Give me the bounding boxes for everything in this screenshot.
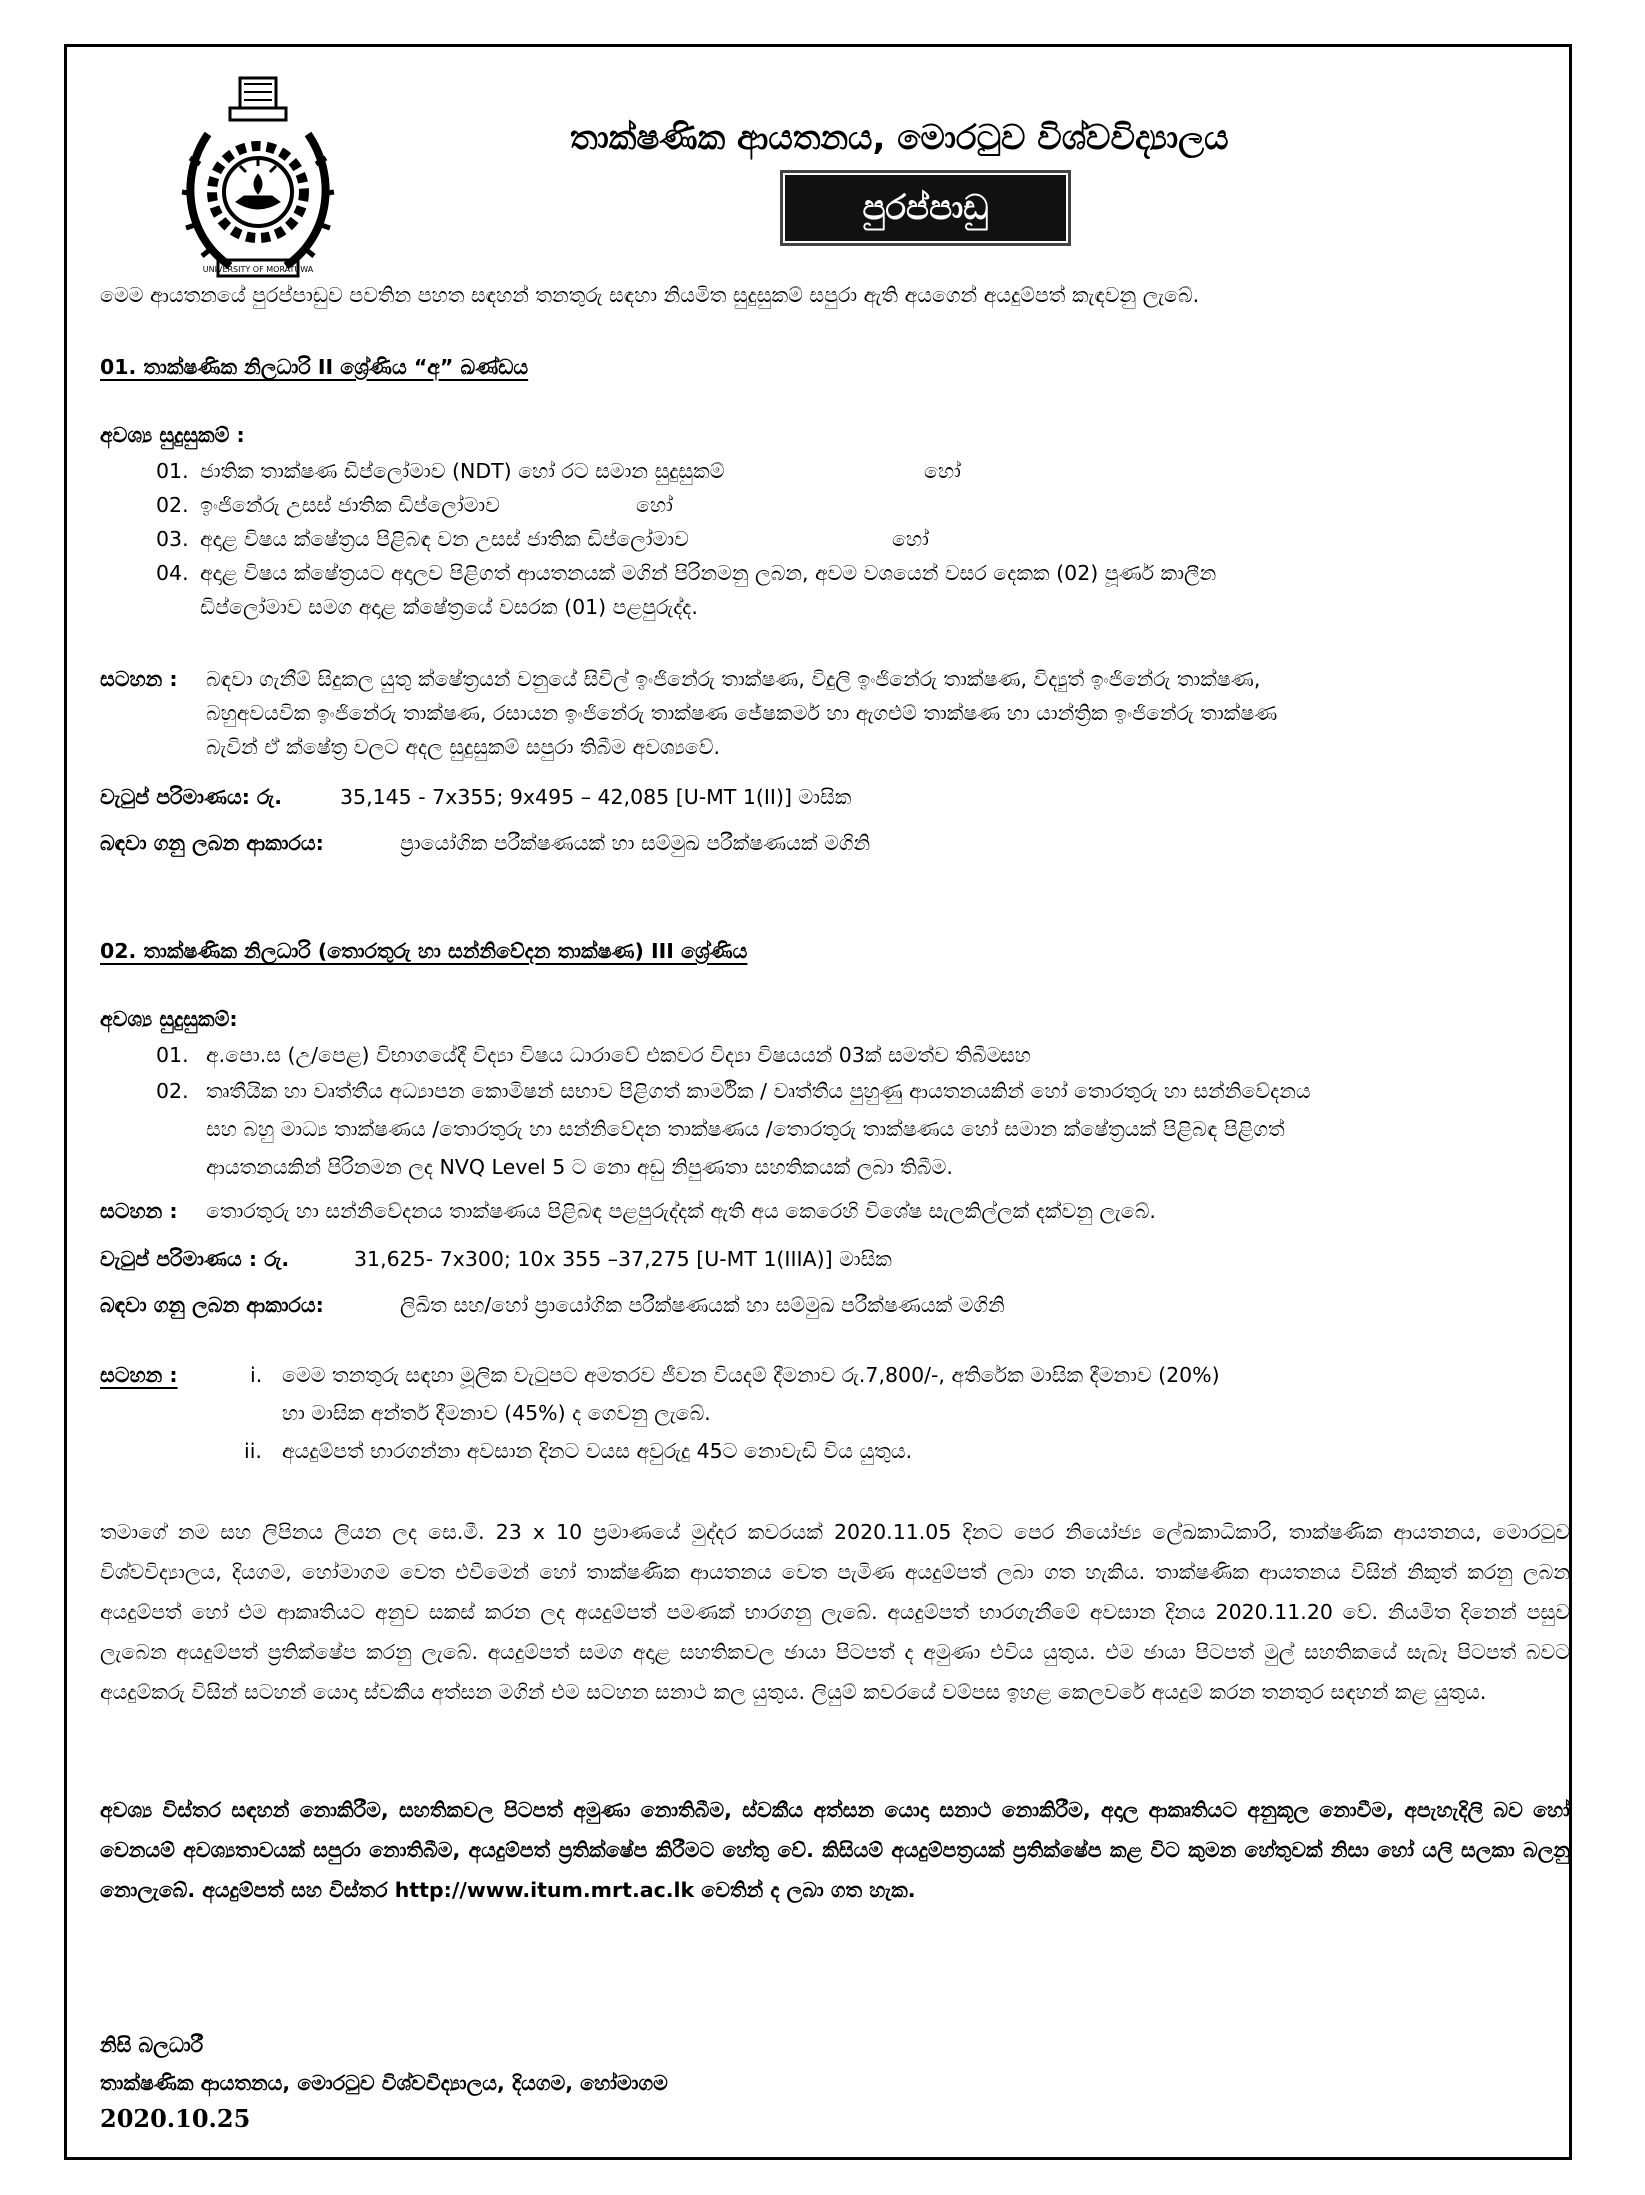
signature-address: තාක්ෂණික ආයතනය, මොරටුව විශ්වවිද්‍යාලය, දියගම, හෝමාගම — [100, 2071, 668, 2095]
section2-item-text: අ.පො.ස (උ/පෙළ) විභාගයේදී විද්‍යා විෂය ධාරාවේ එකවර විද්‍යා විෂයයන් 03ක් සමත්ව තිබීම. — [206, 1043, 1008, 1067]
general-note-label: සටහන : — [100, 1363, 178, 1387]
section1-item-text: අදාළ විෂය ක්ෂේත්‍රයට අදාලව පිළිගත් ආයතනයක් මගින් පිරිනමනු ලබන, අවම වශයෙන් වසර දෙකක (02) පූර්ණ කාලීන — [200, 561, 1217, 585]
section1-item-num: 04. — [156, 561, 189, 585]
university-logo — [178, 74, 338, 284]
general-note-i-line: මෙම තනතුරු සඳහා මූලික වැටුපට අමතරව ජීවන වියදම් දීමනාව රු.7,800/-, අතිරේක මාසික දීමනාව (20%) — [282, 1363, 1220, 1387]
section1-note-line: බහුඅවයවික ඉංජිනේරු තාක්ෂණ, රසායන ඉංජිනේරු තාක්ෂණ ජේෂකර්ම හා ඇගළුම් තාක්ෂණ හා යාන්ත්‍රික ඉංජිනේරු තාක්ෂණ — [206, 701, 1278, 725]
logo-caption: UNIVERSITY OF MORATUWA — [202, 265, 314, 274]
section1-recruit-label: බඳවා ගනු ලබන ආකාරය: — [100, 831, 324, 855]
general-note-ii-line: අයදුම්පත් භාරගන්නා අවසාන දිනට වයස අවුරුදු 45ට නොවැඩි විය යුතුය. — [282, 1439, 913, 1463]
section1-item-num: 02. — [156, 493, 189, 517]
section1-heading: 01. තාක්ෂණික නිලධාරි II ශ්‍රේණිය “අ” ඛණ්ඩය — [100, 355, 529, 379]
section2-item-line: සහ බහු මාධ්‍ය තාක්ෂණය /තොරතුරු හා සන්නිවේදන තාක්ෂණය /තොරතුරු තාක්ෂණය හෝ සමාන ක්ෂේත්‍රයක් පිළිබඳ පිළිගත් — [206, 1117, 1285, 1141]
section2-recruit: ලිඛිත සහ/හෝ ප්‍රායෝගික පරීක්ෂණයක් හා සම්මුඛ පරීක්ෂණයක් මගිනි — [400, 1293, 1005, 1317]
general-note-i-num: i. — [250, 1363, 263, 1387]
section2-note-label: සටහන : — [100, 1199, 178, 1223]
section2-item-num: 02. — [156, 1079, 189, 1103]
section1-item-text: අදාළ විෂය ක්ෂේත්‍රය පිළිබඳ වන උසස් ජාතික ඩිප්ලෝමාව — [200, 527, 689, 551]
section1-item-text: ජාතික තාක්ෂණ ඩිප්ලෝමාව (NDT) හෝ රට සමාන සුදුසුකම් — [200, 459, 725, 483]
section1-item-suffix: හෝ — [636, 493, 673, 517]
section1-qual-label: අවශ්‍ය සුදුසුකම් : — [100, 423, 245, 447]
section2-heading: 02. තාක්ෂණික නිලධාරි (තොරතුරු හා සන්නිවේදන තාක්ෂණ) III ශ්‍රේණිය — [100, 939, 748, 963]
section1-note-label: සටහන : — [100, 667, 178, 691]
section1-salary-label: වැටුප් පරිමාණය: රු. — [100, 785, 282, 809]
signature-title: නිසි බලධාරී — [100, 2033, 204, 2057]
section1-note-line: බැවින් ඒ ක්ෂේත්‍ර වලට අදල සුදුසුකම් සපුරා තිබීම අවශ්‍යවේ. — [206, 735, 720, 759]
section2-item-suffix: සහ — [1000, 1043, 1031, 1067]
section1-item-text-cont: ඩිප්ලෝමාව සමග අදාළ ක්ෂේත්‍රයේ වසරක (01) පළපුරුද්ද. — [200, 595, 698, 619]
institution-title: තාක්ෂණික ආයතනය, මොරටුව විශ්වවිද්‍යාලය — [570, 118, 1229, 158]
warning-paragraph: අවශ්‍ය විස්තර සඳහන් නොකිරීම, සහතිකවල පිටපත් අමුණා නොතිබීම, ස්වකීය අත්සන යොදා සනාථ නොකිරීම, අදාල ආකෘතියට අනුකූල නොවීම, අපැහැදිලි බව හෝ වෙනයම් අවශ්‍යතාවයක් සපුරා නොතිබීම, අයදුම්පත් ප්‍රතික්ෂේප කිරීමට හේතු වේ. කිසියම් අයදුම්පත්‍රයක් ප්‍රතික්ෂේප කළ විට කුමන හේතුවක් නිසා හෝ යලි සලකා බලනු නොලැබේ. අයදුම්පත් සහ විස්තර http://www.itum.mrt.ac.lk වෙතින් ද ලබා ගත හැක. — [100, 1798, 1570, 1902]
vacancies-badge: පුරප්පාඩු — [780, 170, 1071, 246]
application-paragraph: තමාගේ නම සහ ලිපිනය ලියන ලද සෙ.මී. 23 x 10 ප්‍රමාණයේ මුද්දර කවරයක් 2020.11.05 දිනට පෙර නියෝජ්‍ය ලේඛකාධිකාරි, තාක්ෂණික ආයතනය, මොරටුව විශ්වවිද්‍යාලය, දියගම, හෝමාගම වෙත එවීමෙන් හෝ තාක්ෂණික ආයතනය වෙත පැමිණ අයදුම්පත් ලබා ගත හැකිය. තාක්ෂණික ආයතනය විසින් නිකුත් කරනු ලබන අයදුම්පත් හෝ එම ආකෘතියට අනුව සකස් කරන ලද අයදුම්පත් පමණක් භාරගනු ලැබේ. අයදුම්පත් භාරගැනීමේ අවසාන දිනය 2020.11.20 වේ. නියමිත දිනෙන් පසුව ලැබෙන අයදුම්පත් ප්‍රතික්ෂේප කරනු ලැබේ. අයදුම්පත් සමග අදාළ සහතිකවල ඡායා පිටපත් ද අමුණා එවිය යුතුය. එම ඡායා පිටපත් මුල් සහතිකයේ සැබෑ පිටපත් බවට අයදුම්කරු විසින් සටහන් යොදා ස්වකීය අත්සන මගින් එම සටහන සනාථ කල යුතුය. ලියුම් කවරයේ වම්පස ඉහළ කෙලවරේ අයදුම් කරන තනතුර සඳහන් කළ යුතුය. — [100, 1520, 1570, 1704]
section2-qual-label: අවශ්‍ය සුදුසුකම්: — [100, 1007, 238, 1031]
general-note-ii-num: ii. — [244, 1439, 262, 1463]
section1-item-num: 03. — [156, 527, 189, 551]
section2-salary: 31,625- 7x300; 10x 355 –37,275 [U-MT 1(IIIA)] මාසික — [354, 1247, 892, 1271]
section1-item-suffix: හෝ — [892, 527, 929, 551]
section2-item-line: තෘතීයික හා වෘත්තීය අධ්‍යාපන කොමිෂන් සභාව පිළිගත් කාර්මික / වෘත්තීය පුහුණු ආයතනයකින් හෝ තොරතුරු හා සන්නිවේදනය — [206, 1079, 1311, 1103]
section2-note: තොරතුරු හා සන්නිවේදනය තාක්ෂණය පිළිබඳ පළපුරුද්දක් ඇති අය කෙරෙහි විශේෂ සැලකිල්ලක් දක්වනු ලැබේ. — [206, 1199, 1156, 1223]
section2-recruit-label: බඳවා ගනු ලබන ආකාරය: — [100, 1293, 324, 1317]
section1-salary: 35,145 - 7x355; 9x495 – 42,085 [U-MT 1(II)] මාසික — [340, 785, 852, 809]
section2-item-num: 01. — [156, 1043, 189, 1067]
section1-item-num: 01. — [156, 459, 189, 483]
general-note-i-line: හා මාසික අන්තර් දීමනාව (45%) ද ගෙවනු ලැබේ. — [282, 1401, 711, 1425]
section1-item-suffix: හෝ — [924, 459, 961, 483]
intro-text: මෙම ආයතනයේ පුරප්පාඩුව පවතින පහත සඳහන් තනතුරු සඳහා නියමිත සුදුසුකම් සපුරා ඇති අයගෙන් අයදුම්පත් කැඳවනු ලැබේ. — [100, 283, 1200, 307]
section2-salary-label: වැටුප් පරිමාණය : රු. — [100, 1247, 290, 1271]
section1-recruit: ප්‍රායෝගික පරීක්ෂණයක් හා සම්මුඛ පරීක්ෂණයක් මගිනි — [400, 831, 871, 855]
section1-item-text: ඉංජිනේරු උසස් ජාතික ඩිප්ලෝමාව — [200, 493, 500, 517]
section2-item-line: ආයතනයකින් පිරිනමන ලද NVQ Level 5 ට නො අඩු නිපුණතා සහතිකයක් ලබා තිබීම. — [206, 1155, 953, 1179]
signature-date: 2020.10.25 — [100, 2104, 251, 2133]
section1-note-line: බඳවා ගැනීම් සිදුකල යුතු ක්ෂේත්‍රයන් වනුයේ සිවිල් ඉංජිනේරු තාක්ෂණ, විදුලි ඉංජිනේරු තාක්ෂණ, විද්‍යුත් ඉංජිනේරු තාක්ෂණ, — [206, 667, 1261, 691]
